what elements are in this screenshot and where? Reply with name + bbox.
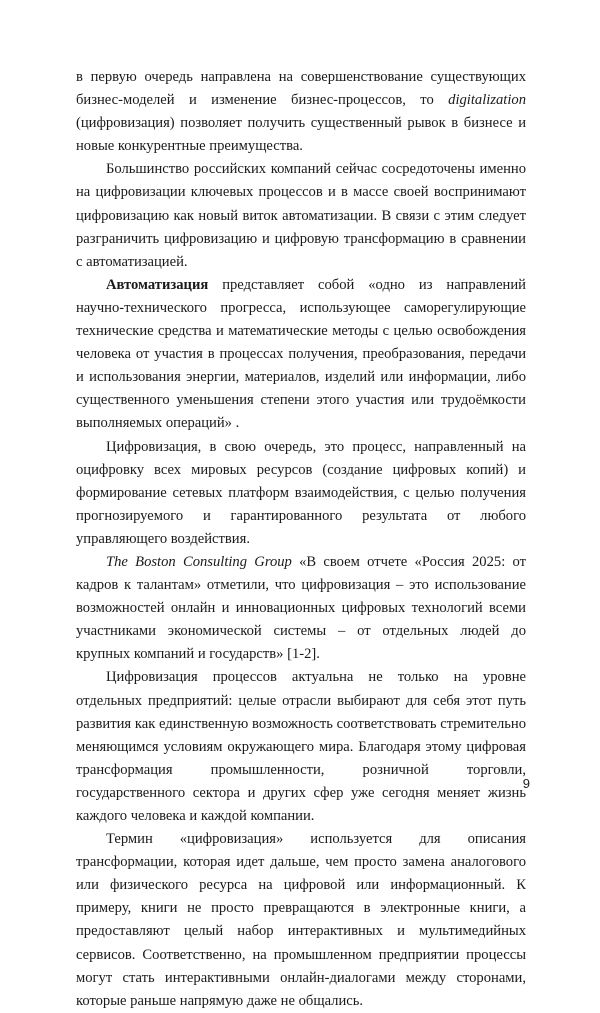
paragraph-text: «В своем отчете «Россия 2025: от кадров к талантам» отметили, что цифровизация – это использование возможностей онлайн и инновационных цифровых технологий всеми участниками экономической системы – от отдельных людей до крупных компаний и государств» [1-2]. [76,553,526,663]
emphasized-term: digitalization [448,92,526,109]
paragraph-text: Цифровизация процессов актуальна не только на уровне отдельных предприятий: целые отрасли выбирают для себя этот путь развития как единственную возможность соответствовать стремительно меняющимся условиям окружающего мира. Благодаря этому цифровая трансформация промышленности, розничной торговли, государственного сектора и других сфер уже сегодня меняет жизнь каждого человека и каждой компании. [76,669,526,824]
paragraph [76,158,526,273]
paragraph-text: в первую очередь направлена на совершенствование существующих бизнес-моделей и изменение бизнес-процессов, то [76,69,526,109]
paragraph-text: Термин «цифровизация» используется для описания трансформации, которая идет дальше, чем просто замена аналогового или физического ресурса на цифровой или информационный. К примеру, книги не просто превращаются в электронные книги, а предоставляют целый набор интерактивных и мультимедийных сервисов. Соответственно, на промышленном предприятии процессы могут стать интерактивными онлайн-диалогами между сторонами, которые раньше напрямую даже не общались. [76,831,526,1009]
paragraph-continuation [76,66,526,158]
paragraph-text: (цифровизация) позволяет получить существенный рывок в бизнесе и новые конкурентные преимущества. [76,115,526,155]
organization-name: The Boston Consulting Group [106,553,292,570]
paragraph [76,828,526,1013]
paragraph-text: Большинство российских компаний сейчас сосредоточены именно на цифровизации ключевых процессов и в массе своей воспринимают цифровизацию как новый виток автоматизации. В связи с этим следует разграничить цифровизацию и цифровую трансформацию в сравнении с автоматизацией. [76,161,526,270]
paragraph [76,436,526,551]
paragraph-definition [76,274,526,436]
paragraph [76,666,526,828]
paragraph-citation [76,551,526,666]
defined-term: Автоматизация [106,276,209,293]
page-number: 9 [522,776,530,791]
paragraph-text: Цифровизация, в свою очередь, это процесс, направленный на оцифровку всех мировых ресурсов (создание цифровых копий) и формирование сетевых платформ взаимодействия, с целью получения прогнозируемого и гарантированного результата от любого управляющего воздействия. [76,438,526,547]
paragraph-text: представляет собой «одно из направлений научно-технического прогресса, использующее саморегулирующие технические средства и математические методы с целью освобождения человека от участия в процессах получения, преобразования, передачи и использования энергии, материалов, изделий или информации, либо существенного уменьшения степени этого участия или трудоёмкости выполняемых операций» . [76,276,526,432]
body-text [76,66,526,1013]
